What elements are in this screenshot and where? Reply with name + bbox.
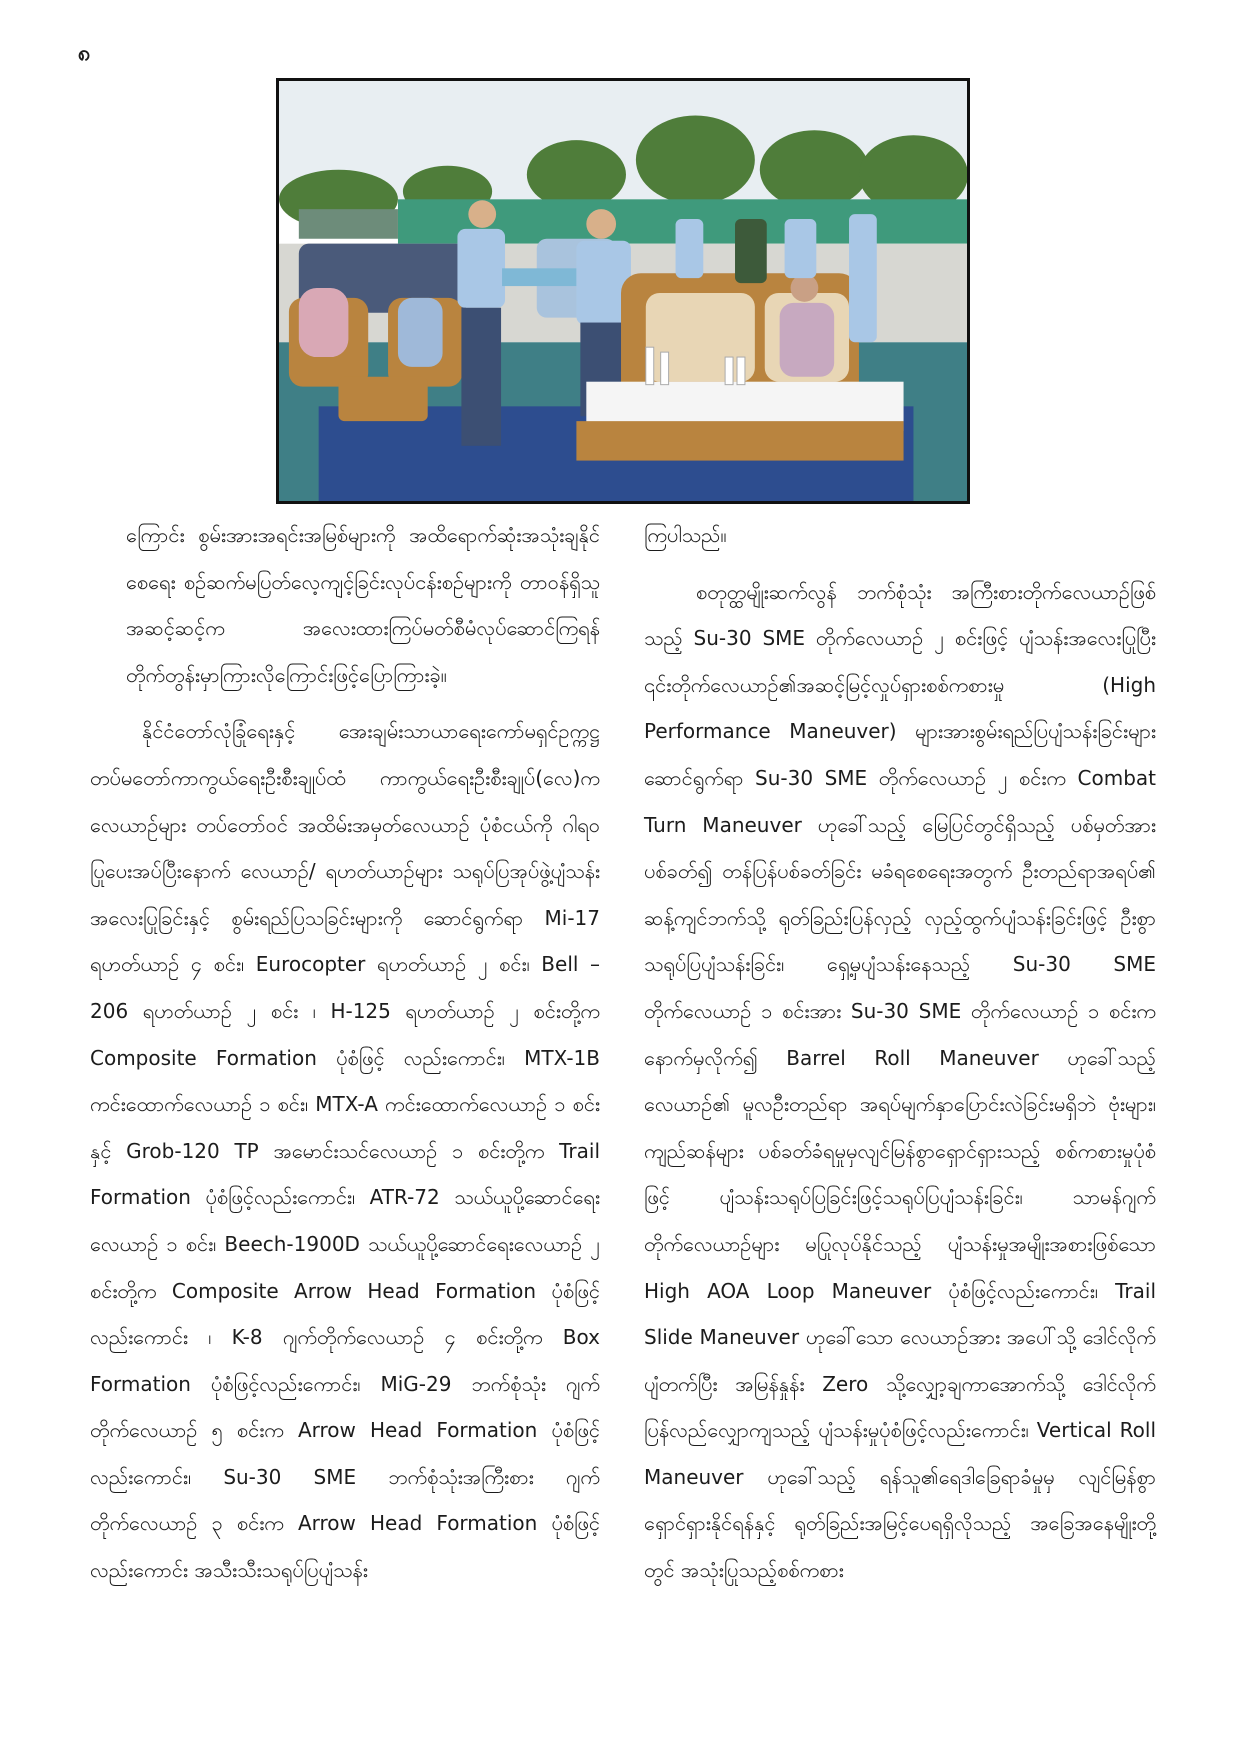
presenting-officer — [457, 200, 505, 445]
page-number: ၈ — [78, 41, 91, 66]
paragraph: ကြပါသည်။ — [644, 523, 727, 547]
paragraph: နိုင်ငံတော်လုံခြုံရေးနှင့် အေးချမ်းသာယာရေးကော်မရှင်ဥက္ကဋ္ဌ တပ်မတော်ကာကွယ်ရေးဦးစီးချုပ်ထံ ကာကွယ်ရေးဦးစီးချုပ်(လေ)က လေယာဉ်များ တပ်တော်ဝင် အထိမ်းအမှတ်လေယာဉ် ပုံစံငယ်ကို ဂါရဝပြုပေးအပ်ပြီးနောက် လေယာဉ်/ ရဟတ်ယာဉ်များ သရုပ်ပြအုပ်ဖွဲ့ပျံသန်းအလေးပြုခြင်းနှင့် စွမ်းရည်ပြသခြင်းများကို ဆောင်ရွက်ရာ Mi-17 ရဟတ်ယာဉ် ၄ စင်း၊ Eurocopter ရဟတ်ယာဉ် ၂ စင်း၊ Bell – 206 ရဟတ်ယာဉ် ၂ စင်း ၊ H-125 ရဟတ်ယာဉ် ၂ စင်းတို့က Composite Formation ပုံစံဖြင့် လည်းကောင်း၊ MTX-1B ကင်းထောက်လေယာဉ် ၁ စင်း၊ MTX-A ကင်းထောက်လေယာဉ် ၁ စင်းနှင့် Grob-120 TP အမောင်းသင်လေယာဉ် ၁ စင်းတို့က Trail Formation ပုံစံဖြင့်လည်းကောင်း၊ ATR-72 သယ်ယူပို့ဆောင်ရေးလေယာဉ် ၁ စင်း၊ Beech-1900D သယ်ယူပို့ဆောင်ရေးလေယာဉ် ၂ စင်းတို့က Composite Arrow Head Formation ပုံစံဖြင့် လည်းကောင်း ၊ K-8 ဂျက်တိုက်လေယာဉ် ၄ စင်းတို့က Box Formation ပုံစံဖြင့်လည်းကောင်း၊ MiG-29 ဘက်စုံသုံး ဂျက်တိုက်လေယာဉ် ၅ စင်းက Arrow Head Formation ပုံစံဖြင့်လည်းကောင်း၊ Su-30 SME ဘက်စုံသုံးအကြီးစား ဂျက်တိုက်လေယာဉ် ၃ စင်းက Arrow Head Formation ပုံစံဖြင့်လည်းကောင်း အသီးသီးသရုပ်ပြပျံသန်း — [90, 719, 600, 1583]
right-column — [644, 512, 1156, 1604]
paragraph: စတုတ္ထမျိုးဆက်လွန် ဘက်စုံသုံး အကြီးစားတိုက်လေယာဉ်ဖြစ်သည့် Su-30 SME တိုက်လေယာဉ် ၂ စင်းဖြင့် ပျံသန်းအလေးပြုပြီး ၎င်းတိုက်လေယာဉ်၏အဆင့်မြင့်လှုပ်ရှားစစ်ကစားမှု (High Performance Maneuver) များအားစွမ်းရည်ပြပျံသန်းခြင်းများဆောင်ရွက်ရာ Su-30 SME တိုက်လေယာဉ် ၂ စင်းက Combat Turn Maneuver ဟုခေါ်သည့် မြေပြင်တွင်ရှိသည့် ပစ်မှတ်အား ပစ်ခတ်၍ တန်ပြန်ပစ်ခတ်ခြင်း မခံရစေရေးအတွက် ဦးတည်ရာအရပ်၏ ဆန့်ကျင်ဘက်သို့ ရုတ်ခြည်းပြန်လှည့် လှည့်ထွက်ပျံသန်းခြင်းဖြင့် ဦးစွာသရုပ်ပြပျံသန်းခြင်း၊ ရှေ့မှပျံသန်းနေသည့် Su-30 SME တိုက်လေယာဉ် ၁ စင်းအား Su-30 SME တိုက်လေယာဉ် ၁ စင်းက နောက်မှလိုက်၍ Barrel Roll Maneuver ဟုခေါ်သည့် လေယာဉ်၏ မူလဦးတည်ရာ အရပ်မျက်နှာပြောင်းလဲခြင်းမရှိဘဲ ဗုံးများ၊ ကျည်ဆန်များ ပစ်ခတ်ခံရမှုမှလျင်မြန်စွာရှောင်ရှားသည့် စစ်ကစားမှုပုံစံဖြင့် ပျံသန်းသရုပ်ပြခြင်းဖြင့်သရုပ်ပြပျံသန်းခြင်း၊ သာမန်ဂျက်တိုက်လေယာဉ်များ မပြုလုပ်နိုင်သည့် ပျံသန်းမှုအမျိုးအစားဖြစ်သော High AOA Loop Maneuver ပုံစံဖြင့်လည်းကောင်း၊ Trail Slide Maneuver ဟုခေါ်သော လေယာဉ်အား အပေါ်သို့ ဒေါင်လိုက်ပျံတက်ပြီး အမြန်နှုန်း Zero သို့လျှော့ချကာအောက်သို့ ဒေါင်လိုက်ပြန်လည်လျှောကျသည့် ပျံသန်းမှုပုံစံဖြင့်လည်းကောင်း၊ Vertical Roll Maneuver ဟုခေါ်သည့် ရန်သူ၏ရေဒါခြေရာခံမှုမှ လျင်မြန်စွာရှောင်ရှားနိုင်ရန်နှင့် ရုတ်ခြည်းအမြင့်ပေရရှိလိုသည့် အခြေအနေမျိုးတို့တွင် အသုံးပြုသည့်စစ်ကစား — [644, 579, 1156, 1583]
ceremony-photo — [276, 78, 970, 504]
paragraph: ကြောင်း စွမ်းအားအရင်းအမြစ်များကို အထိရောက်ဆုံးအသုံးချနိုင်စေရေး စဉ်ဆက်မပြတ်လေ့ကျင့်ခြင်းလုပ်ငန်းစဉ်များကို တာဝန်ရှိသူအဆင့်ဆင့်က အလေးထားကြပ်မတ်စီမံလုပ်ဆောင်ကြရန် တိုက်တွန်းမှာကြားလိုကြောင်းဖြင့်ပြောကြားခဲ့။ — [126, 523, 600, 687]
left-column — [90, 512, 600, 1604]
photo-illustration — [279, 81, 967, 501]
